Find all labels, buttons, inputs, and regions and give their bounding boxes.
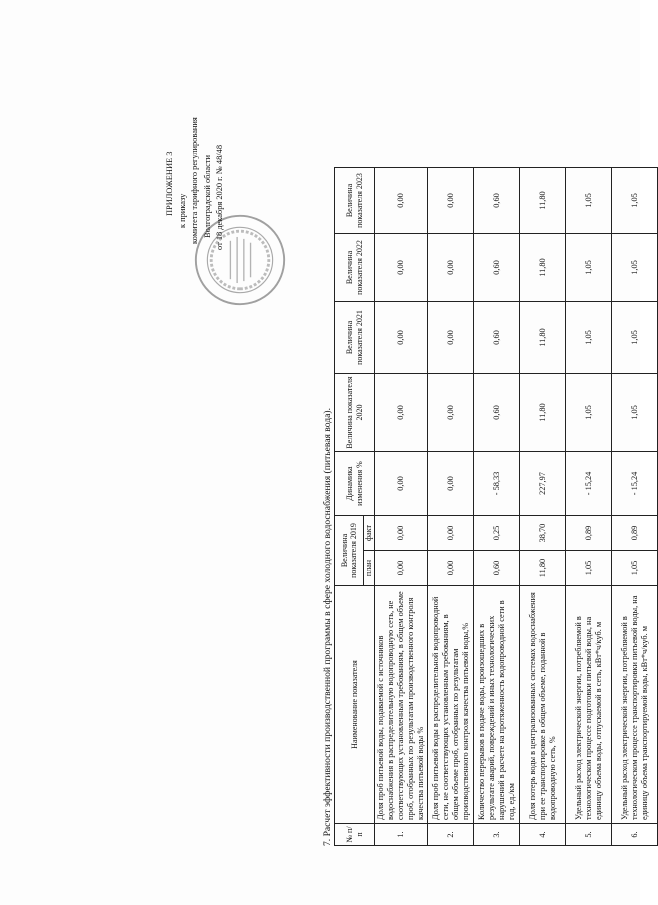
row-2021: 1,05 [612,302,658,374]
row-num: 1. [375,824,428,846]
row-plan: 1,05 [612,551,658,586]
appendix-line-date: от 18 декабря 2020 г. № 48/48 [215,144,224,250]
table-row [428,168,474,846]
row-dynamics: - 15,24 [566,452,612,516]
row-2021: 1,05 [566,302,612,374]
table-title: 7. Расчет эффективности производственной программы в сфере холодного водоснабжения (питьевая вода). [322,407,333,846]
col-name-header: Наименование показателя [335,586,375,824]
row-2023: 0,60 [474,168,520,234]
row-2020: 0,00 [428,374,474,452]
table-row [474,168,520,846]
col-2019-header: Величина показателя 2019 [335,516,364,586]
table-row [612,168,658,846]
row-2022: 1,05 [612,234,658,302]
row-name: Доля проб питьевой воды, подаваемой с источников водоснабжения в распределительную водопроводную сеть, не соответствующих установленным требованиям, в общем объеме проб, отобранных по результатам производственного контроля качества питьевой воды % [375,586,428,824]
row-2022: 0,60 [474,234,520,302]
col-dynamics-header: Динамика изменения % [335,452,375,516]
row-2021: 0,60 [474,302,520,374]
table-row [566,168,612,846]
row-name: Удельный расход электрической энергии, потребляемой в технологическом процессе транспортировки питьевой воды, на единицу объема транспортируемой воды, кВт*ч/куб. м [612,586,658,824]
row-2020: 0,60 [474,374,520,452]
efficiency-table [334,167,658,846]
col-num-header: № п/п [335,824,375,846]
appendix-line-region: Волгоградской области [202,155,212,238]
row-2023: 1,05 [566,168,612,234]
row-num: 5. [566,824,612,846]
row-dynamics: 227,97 [520,452,566,516]
row-2023: 0,00 [428,168,474,234]
row-2021: 0,00 [375,302,428,374]
col-2021-header: Величина показателя 2021 [335,302,375,374]
row-name: Доля проб питьевой воды в распределительной водопроводной сети, не соответствующих установленным требованиям, в общем объеме проб, отобранных по результатам производственного контроля качества питьевой воды,% [428,586,474,824]
col-2023-header: Величина показателя 2023 [335,168,375,234]
row-2023: 0,00 [375,168,428,234]
row-2023: 1,05 [612,168,658,234]
row-plan: 0,00 [375,551,428,586]
row-2021: 11,80 [520,302,566,374]
row-dynamics: 0,00 [375,452,428,516]
row-2022: 0,00 [428,234,474,302]
row-plan: 1,05 [566,551,612,586]
row-plan: 0,60 [474,551,520,586]
col-fact-header: факт [364,516,375,551]
row-fact: 0,89 [612,516,658,551]
row-dynamics: - 15,24 [612,452,658,516]
col-2020-header: Величина показателя 2020 [335,374,375,452]
row-fact: 0,00 [375,516,428,551]
row-fact: 0,00 [428,516,474,551]
row-2020: 1,05 [612,374,658,452]
row-num: 4. [520,824,566,846]
row-fact: 0,25 [474,516,520,551]
row-plan: 0,00 [428,551,474,586]
row-num: 2. [428,824,474,846]
row-2023: 11,80 [520,168,566,234]
row-2020: 0,00 [375,374,428,452]
row-fact: 0,89 [566,516,612,551]
appendix-line-committee: комитета тарифного регулирования [190,117,199,244]
rotated-sheet [162,56,649,846]
table-row [520,168,566,846]
row-dynamics: - 58,33 [474,452,520,516]
row-num: 3. [474,824,520,846]
row-dynamics: 0,00 [428,452,474,516]
appendix-line-order: к приказу [177,193,187,228]
row-2022: 11,80 [520,234,566,302]
row-2021: 0,00 [428,302,474,374]
row-2022: 0,00 [375,234,428,302]
appendix-header [164,64,227,274]
row-name: Удельный расход электрической энергии, потребляемой в технологическом процессе подготовки питьевой воды, на единицу объема воды, отпускаемой в сеть, кВт*ч/куб. м [566,586,612,824]
table-row [375,168,428,846]
col-plan-header: план [364,551,375,586]
appendix-title: ПРИЛОЖЕНИЕ 3 [165,151,174,216]
row-name: Количество перерывов в подаче воды, произошедших в результате аварий, повреждений и иных технологических нарушений в расчете на протяженность водопроводной сети в год, ед./км [474,586,520,824]
col-2022-header: Величина показателя 2022 [335,234,375,302]
row-2020: 1,05 [566,374,612,452]
row-fact: 38,70 [520,516,566,551]
row-2022: 1,05 [566,234,612,302]
row-name: Доля потерь воды в централизованных системах водоснабжения при ее транспортировке в общем объеме, поданной в водопроводную сеть, % [520,586,566,824]
row-plan: 11,80 [520,551,566,586]
row-num: 6. [612,824,658,846]
row-2020: 11,80 [520,374,566,452]
